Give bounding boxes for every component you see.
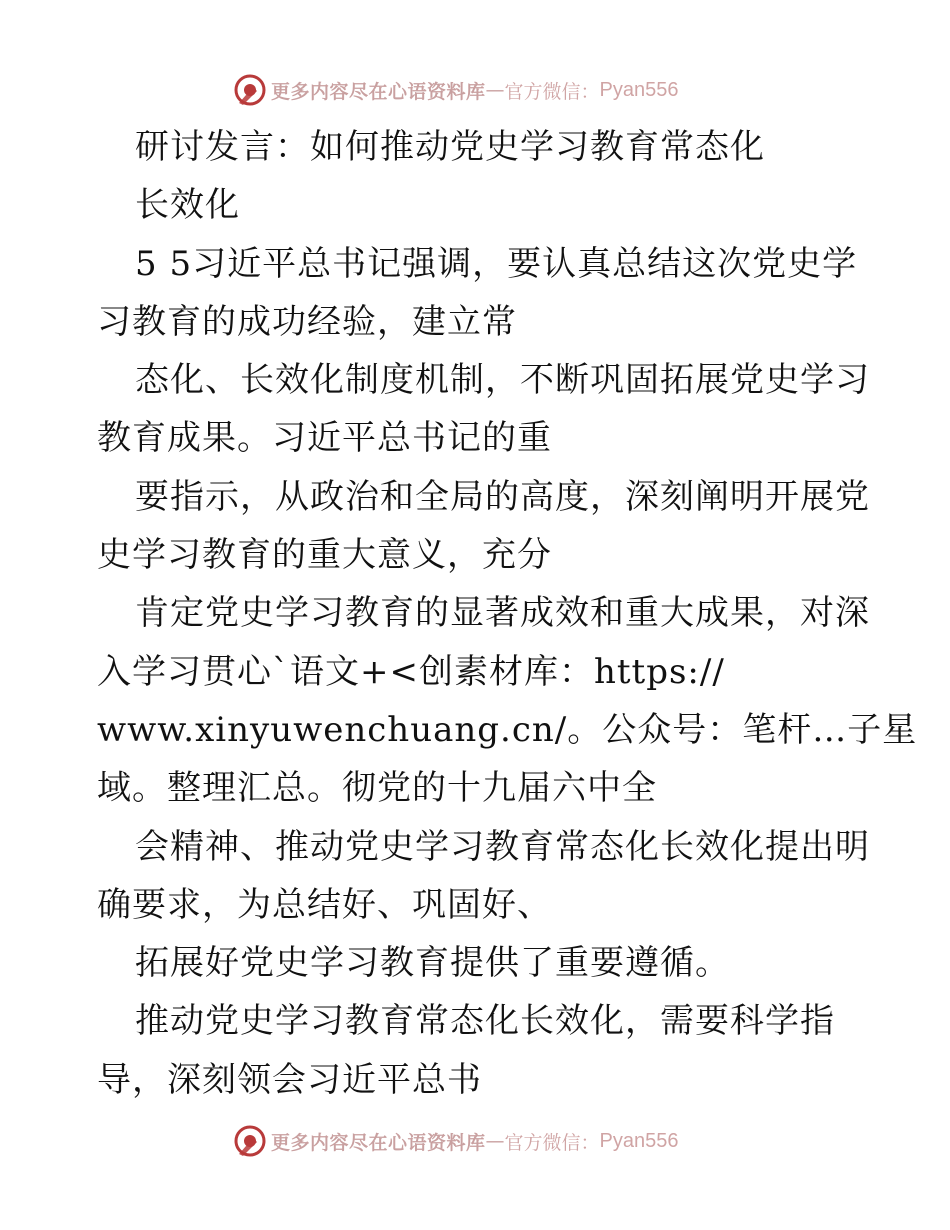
body-line: 域。整理汇总。彻党的十九届六中全	[97, 768, 657, 809]
header-wechat-label: 官方微信：	[504, 80, 600, 103]
footer-separator: —	[485, 1130, 505, 1152]
body-line: 要指示，从政治和全局的高度，深刻阐明开展党	[135, 476, 870, 517]
header-watermark	[233, 70, 679, 110]
body-line: 习教育的成功经验，建立常	[97, 301, 517, 342]
footer-brand-text: 更多内容尽在心语资料库	[271, 1131, 486, 1154]
header-separator: —	[485, 79, 505, 101]
body-line: 确要求，为总结好、巩固好、	[97, 884, 552, 925]
footer-wechat-label: 官方微信：	[504, 1131, 600, 1154]
body-line: 会精神、推动党史学习教育常态化长效化提出明	[135, 826, 870, 867]
header-brand-text: 更多内容尽在心语资料库	[271, 80, 486, 103]
body-line: 5 5习近平总书记强调，要认真总结这次党史学	[135, 243, 858, 284]
body-line: www.xinyuwenchuang.cn/。公众号：笔杆…子星	[97, 709, 918, 750]
pen-logo-icon	[233, 1124, 267, 1158]
body-line: 肯定党史学习教育的显著成效和重大成果，对深	[135, 593, 870, 634]
body-line: 教育成果。习近平总书记的重	[97, 418, 552, 459]
footer-wechat-id: Pyan556	[599, 1129, 679, 1152]
body-line: 入学习贯心`语文+<创素材库：https://	[97, 651, 725, 692]
body-line: 史学习教育的重大意义，充分	[97, 535, 552, 576]
body-line: 推动党史学习教育常态化长效化，需要科学指	[135, 1001, 835, 1042]
document-body	[97, 118, 918, 1109]
header-wechat-id: Pyan556	[599, 78, 679, 101]
pen-logo-icon	[233, 73, 267, 107]
title-line-1: 研讨发言：如何推动党史学习教育常态化	[135, 127, 765, 167]
body-line: 态化、长效化制度机制，不断巩固拓展党史学习	[135, 360, 870, 401]
body-line: 拓展好党史学习教育提供了重要遵循。	[135, 943, 730, 984]
title-line-2: 长效化	[135, 185, 240, 226]
body-line: 导，深刻领会习近平总书	[97, 1059, 482, 1100]
footer-watermark	[233, 1121, 679, 1161]
